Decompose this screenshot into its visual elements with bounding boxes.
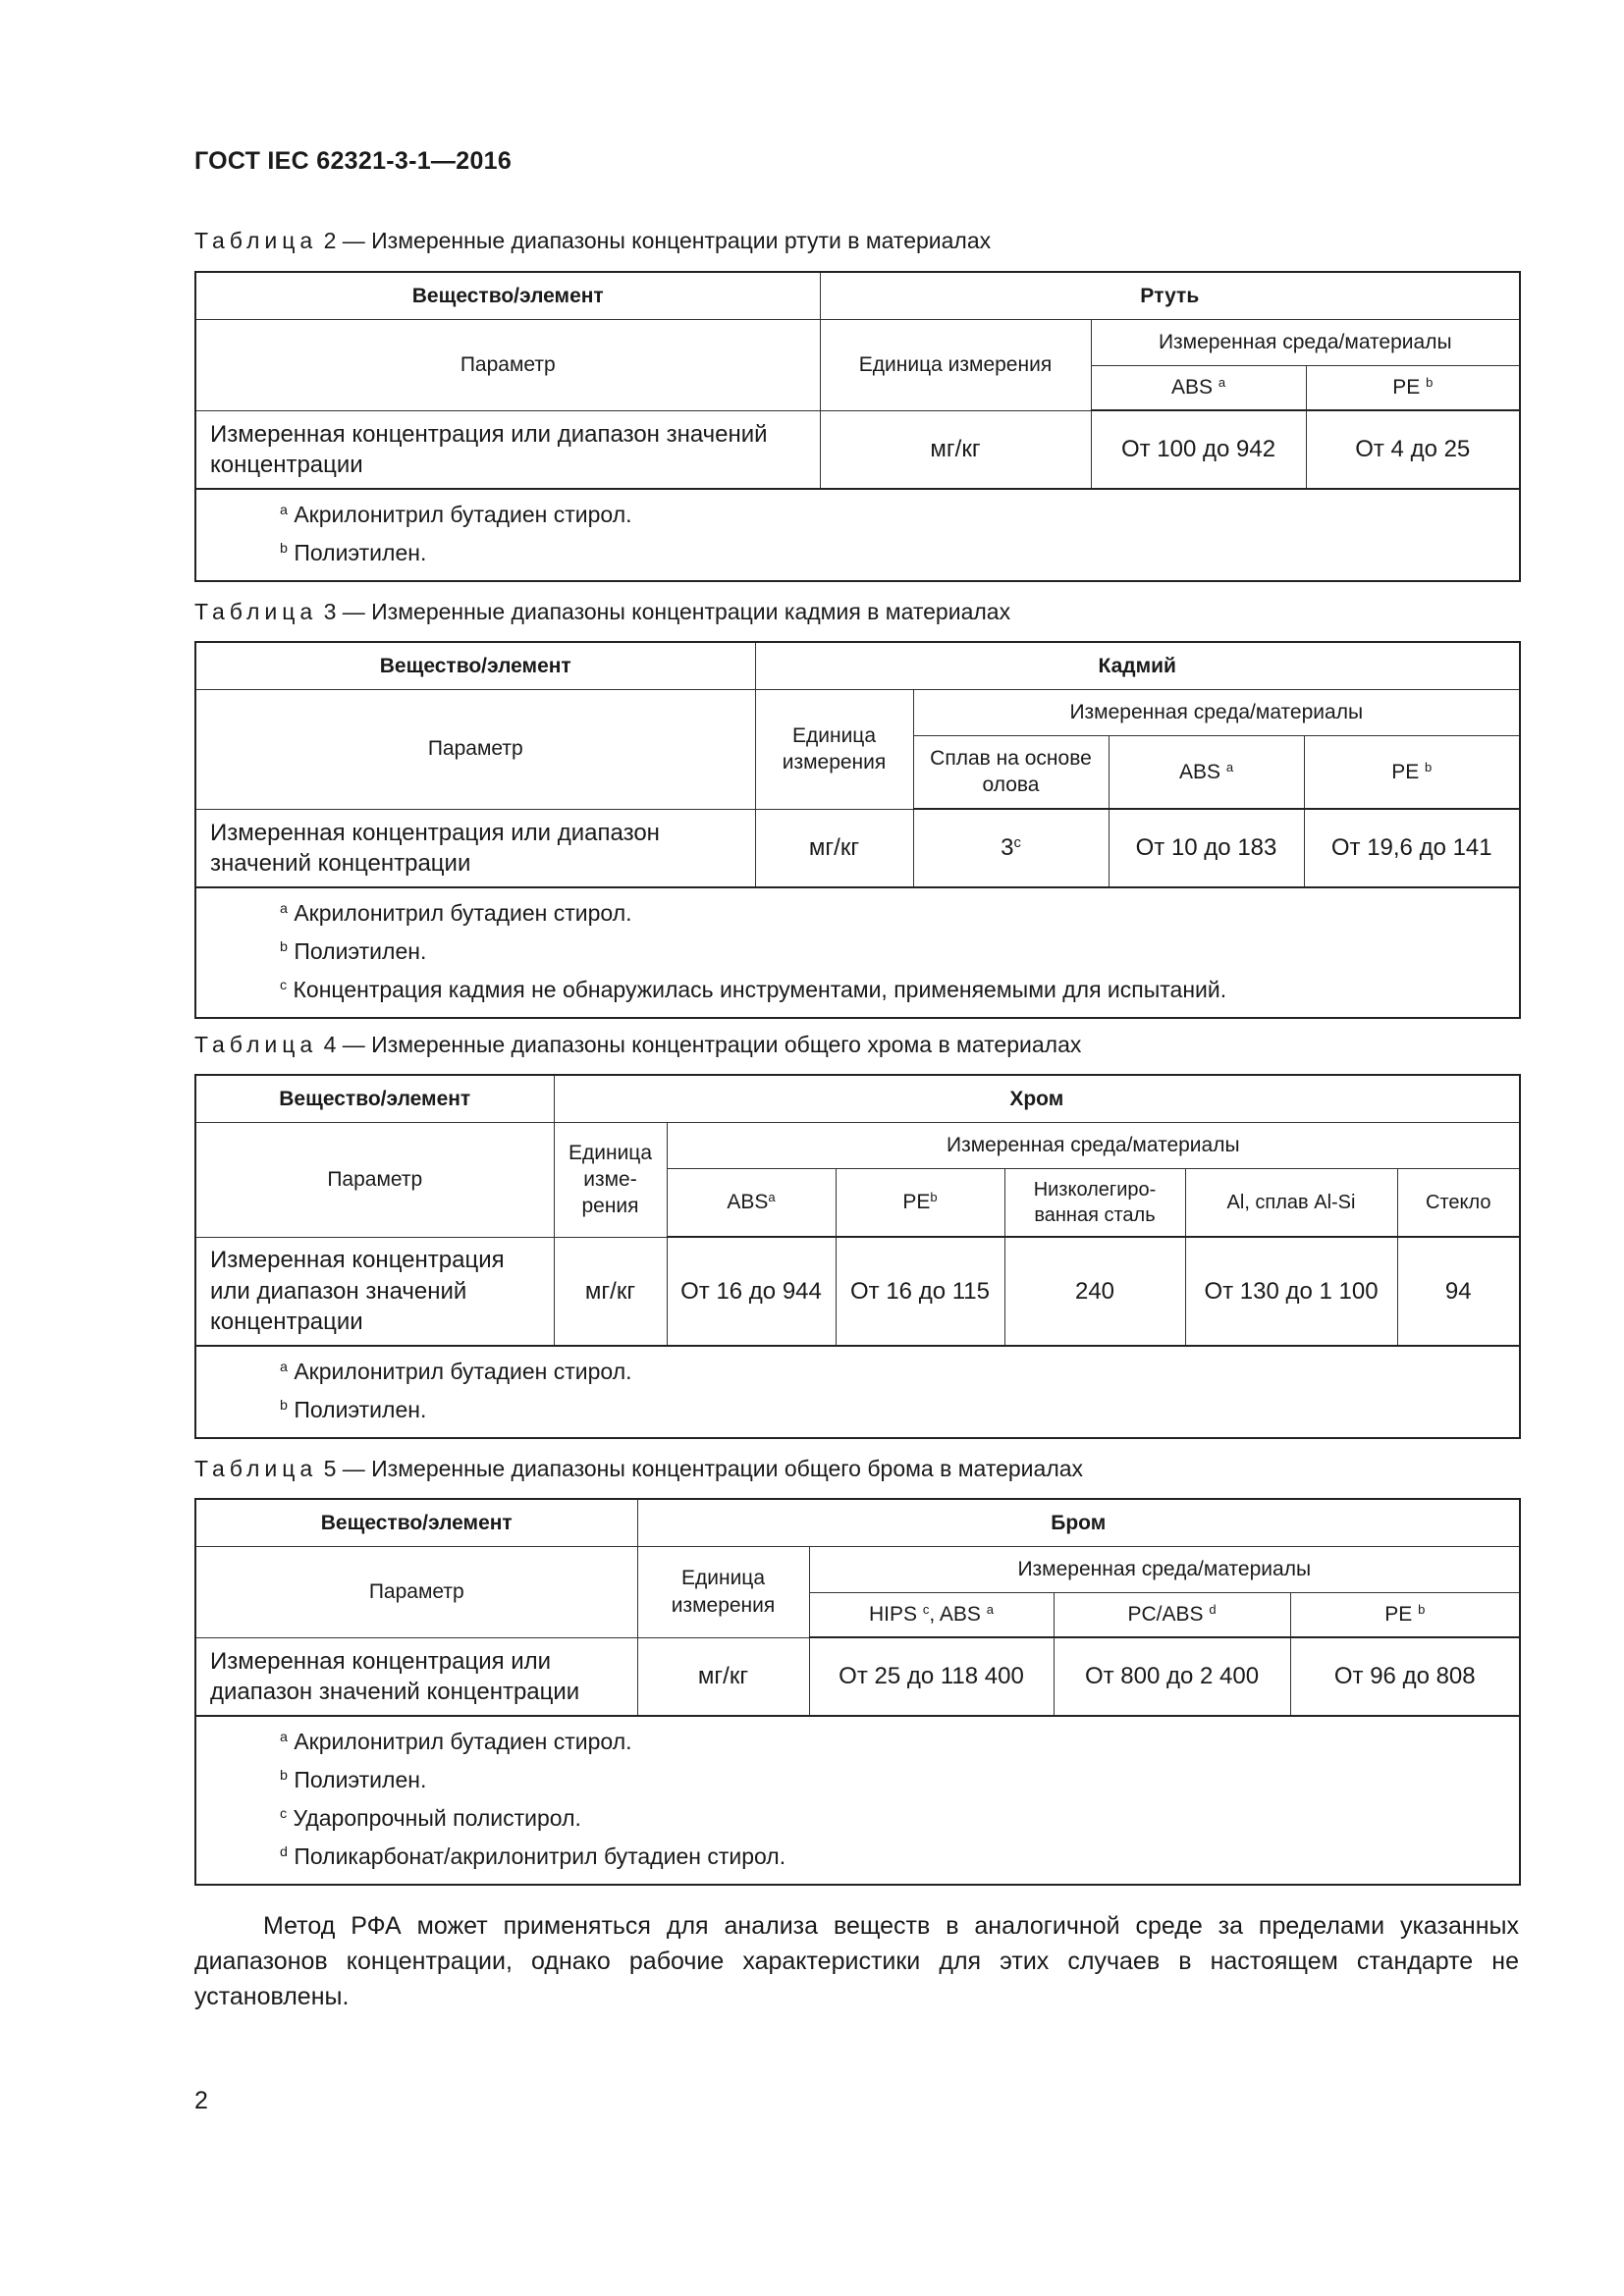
parameter-header: Параметр xyxy=(195,319,820,410)
value-cell: От 96 до 808 xyxy=(1290,1637,1520,1716)
footnote: $^d$ Поликарбонат/акрилонитрил бутадиен стирол. xyxy=(280,1843,786,1869)
unit-cell: мг/кг xyxy=(554,1237,667,1346)
table-3-caption-label: Таблица xyxy=(194,599,318,624)
substance-header: Вещество/элемент xyxy=(195,272,820,319)
value-cell: От 10 до 183 xyxy=(1109,809,1304,887)
media-cell: Низколегиро-ванная сталь xyxy=(1004,1168,1185,1237)
table-notes xyxy=(195,489,1520,581)
value-cell: От 25 до 118 400 xyxy=(809,1637,1054,1716)
value-cell: 94 xyxy=(1397,1237,1520,1346)
media-cell: ABS$^a$ xyxy=(667,1168,836,1237)
unit-header: Единица изме-рения xyxy=(554,1122,667,1237)
media-cell: PE $^b$ xyxy=(1290,1592,1520,1637)
footnote: $^b$ Полиэтилен. xyxy=(280,1767,427,1792)
substance-header: Вещество/элемент xyxy=(195,1499,637,1546)
footnote: $^a$ Акрилонитрил бутадиен стирол. xyxy=(280,502,632,527)
table-3 xyxy=(194,641,1521,1019)
unit-cell: мг/кг xyxy=(820,410,1091,489)
media-cell: Al, сплав Al-Si xyxy=(1185,1168,1397,1237)
value-cell: 240 xyxy=(1004,1237,1185,1346)
table-4-caption-label: Таблица xyxy=(194,1032,318,1057)
value-cell: От 100 до 942 xyxy=(1091,410,1306,489)
substance-header: Вещество/элемент xyxy=(195,1075,554,1122)
footnote: $^a$ Акрилонитрил бутадиен стирол. xyxy=(280,1359,632,1384)
unit-header: Единица измерения xyxy=(637,1546,809,1637)
media-cell: Стекло xyxy=(1397,1168,1520,1237)
body-paragraph: Метод РФА может применяться для анализа веществ в аналогичной среде за пределами указанных диапазонов концентрации, однако рабочие характеристики для этих случаев в настоящем стандарте не установлены. xyxy=(194,1912,1519,2010)
unit-header: Единица измерения xyxy=(820,319,1091,410)
unit-header: Единица измерения xyxy=(755,689,913,809)
parameter-header: Параметр xyxy=(195,689,755,809)
table-2-caption xyxy=(194,228,991,254)
table-5-caption-text: 5 — Измеренные диапазоны концентрации общего брома в материалах xyxy=(317,1456,1084,1481)
element-header: Кадмий xyxy=(755,642,1520,689)
media-cell: ABS $^a$ xyxy=(1091,365,1306,410)
media-cell: ABS $^a$ xyxy=(1109,735,1304,809)
row-label: Измеренная концентрация или диапазон значений концентрации xyxy=(195,1637,637,1716)
value-cell: От 4 до 25 xyxy=(1306,410,1520,489)
table-2-caption-text: 2 — Измеренные диапазоны концентрации ртути в материалах xyxy=(317,228,992,253)
substance-header: Вещество/элемент xyxy=(195,642,755,689)
page-number: 2 xyxy=(194,2087,208,2114)
footnote: $^c$ Концентрация кадмия не обнаружилась инструментами, применяемыми для испытаний. xyxy=(280,977,1227,1002)
media-cell: PE $^b$ xyxy=(1306,365,1520,410)
footnote: $^b$ Полиэтилен. xyxy=(280,1397,427,1422)
table-notes xyxy=(195,1346,1520,1438)
footnote: $^b$ Полиэтилен. xyxy=(280,938,427,964)
element-header: Бром xyxy=(637,1499,1520,1546)
table-5 xyxy=(194,1498,1521,1886)
media-header: Измеренная среда/материалы xyxy=(1091,319,1520,365)
media-header: Измеренная среда/материалы xyxy=(913,689,1520,735)
element-header: Хром xyxy=(554,1075,1520,1122)
unit-cell: мг/кг xyxy=(637,1637,809,1716)
media-header: Измеренная среда/материалы xyxy=(667,1122,1520,1168)
element-header: Ртуть xyxy=(820,272,1520,319)
table-5-caption xyxy=(194,1456,1083,1482)
footnote: $^a$ Акрилонитрил бутадиен стирол. xyxy=(280,900,632,926)
footnote: $^a$ Акрилонитрил бутадиен стирол. xyxy=(280,1729,632,1754)
unit-cell: мг/кг xyxy=(755,809,913,887)
table-notes xyxy=(195,887,1520,1018)
media-header: Измеренная среда/материалы xyxy=(809,1546,1520,1592)
row-label: Измеренная концентрация или диапазон значений концентрации xyxy=(195,1237,554,1346)
footnote: $^c$ Ударопрочный полистирол. xyxy=(280,1805,581,1831)
table-3-caption xyxy=(194,599,1010,625)
table-4-caption xyxy=(194,1032,1081,1058)
value-cell: От 16 до 944 xyxy=(667,1237,836,1346)
table-4 xyxy=(194,1074,1521,1439)
table-2-caption-label: Таблица xyxy=(194,228,318,253)
value-cell: От 130 до 1 100 xyxy=(1185,1237,1397,1346)
table-5-caption-label: Таблица xyxy=(194,1456,318,1481)
footnote: $^b$ Полиэтилен. xyxy=(280,540,427,565)
value-cell: От 800 до 2 400 xyxy=(1054,1637,1290,1716)
table-notes xyxy=(195,1716,1520,1885)
table-2 xyxy=(194,271,1521,582)
table-4-caption-text: 4 — Измеренные диапазоны концентрации общего хрома в материалах xyxy=(317,1032,1082,1057)
table-3-caption-text: 3 — Измеренные диапазоны концентрации кадмия в материалах xyxy=(317,599,1011,624)
media-cell: HIPS $^c$, ABS $^a$ xyxy=(809,1592,1054,1637)
parameter-header: Параметр xyxy=(195,1546,637,1637)
row-label: Измеренная концентрация или диапазон значений концентрации xyxy=(195,809,755,887)
media-cell: Сплав на основе олова xyxy=(913,735,1109,809)
row-label: Измеренная концентрация или диапазон значений концентрации xyxy=(195,410,820,489)
media-cell: PC/ABS $^d$ xyxy=(1054,1592,1290,1637)
document-header: ГОСТ IEC 62321-3-1—2016 xyxy=(194,147,513,175)
value-cell: 3$^c$ xyxy=(913,809,1109,887)
parameter-header: Параметр xyxy=(195,1122,554,1237)
media-cell: $PE^b$ xyxy=(836,1168,1004,1237)
value-cell: От 16 до 115 xyxy=(836,1237,1004,1346)
value-cell: От 19,6 до 141 xyxy=(1304,809,1520,887)
media-cell: PE $^b$ xyxy=(1304,735,1520,809)
